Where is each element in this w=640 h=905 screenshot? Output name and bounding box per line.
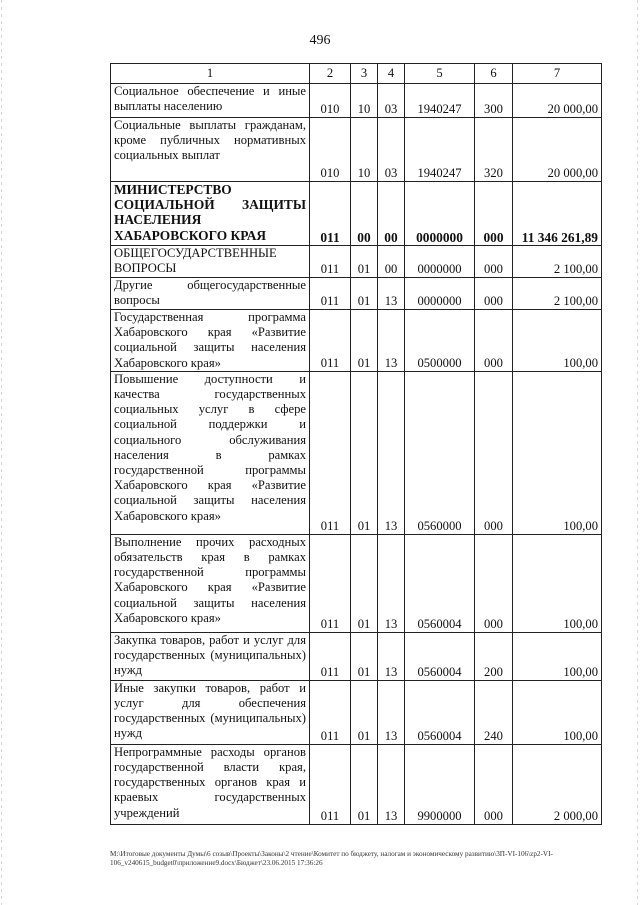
file-path-footer: M:\Итоговые документы Думы\6 созыв\Проекты\Законы\2 чтение\Комитет по бюджету, налогам и экономическому развитию\3П-VI-106\zp2-VI-106_v240615_budget0\приложение9.docx\Бюджет\23.06.2015 17:36:26 [110,850,553,867]
item-name-cell: Выполнение прочих расходных обязательств края в рамках государственной программы Хабаровского края «Развитие социальной защиты населения Хабаровского края» [111,534,310,632]
ministry-code-cell: 011 [310,632,351,680]
subsection-code-cell: 13 [378,680,405,744]
target-article-code-cell: 0000000 [405,246,475,278]
target-article-code-cell: 1940247 [405,118,475,182]
table-row [111,84,602,118]
subsection-code-cell: 13 [378,310,405,372]
column-header-6: 6 [475,64,513,84]
column-header-1: 1 [111,64,310,84]
subsection-code-cell: 13 [378,371,405,534]
amount-cell: 100,00 [513,680,602,744]
ministry-code-cell: 011 [310,680,351,744]
expense-type-code-cell: 320 [475,118,513,182]
expense-type-code-cell: 000 [475,310,513,372]
section-code-cell: 00 [351,182,378,246]
item-name-cell: Закупка товаров, работ и услуг для государственных (муниципальных) нужд [111,632,310,680]
section-code-cell: 01 [351,744,378,824]
amount-cell: 20 000,00 [513,118,602,182]
subsection-code-cell: 13 [378,632,405,680]
section-code-cell: 01 [351,371,378,534]
subsection-code-cell: 13 [378,278,405,310]
expense-type-code-cell: 000 [475,246,513,278]
scan-edge-right [637,0,638,905]
section-code-cell: 01 [351,632,378,680]
amount-cell: 100,00 [513,371,602,534]
table-row [111,371,602,534]
section-code-cell: 01 [351,680,378,744]
target-article-code-cell: 1940247 [405,84,475,118]
ministry-code-cell: 010 [310,84,351,118]
ministry-code-cell: 011 [310,371,351,534]
amount-cell: 100,00 [513,534,602,632]
item-name-cell: Непрограммные расходы органов государственной власти края, государственных органов края и краевых государственных учреждений [111,744,310,824]
table-row [111,118,602,182]
ministry-code-cell: 010 [310,118,351,182]
item-name-cell: ОБЩЕГОСУДАРСТВЕННЫЕ ВОПРОСЫ [111,246,310,278]
subsection-code-cell: 13 [378,534,405,632]
table-row [111,278,602,310]
page-number: 496 [309,33,331,48]
section-code-cell: 01 [351,310,378,372]
target-article-code-cell: 0000000 [405,278,475,310]
target-article-code-cell: 0500000 [405,310,475,372]
table-row [111,246,602,278]
amount-cell: 2 100,00 [513,278,602,310]
ministry-code-cell: 011 [310,310,351,372]
column-header-3: 3 [351,64,378,84]
ministry-code-cell: 011 [310,278,351,310]
table-row [111,534,602,632]
ministry-code-cell: 011 [310,182,351,246]
amount-cell: 2 100,00 [513,246,602,278]
column-header-4: 4 [378,64,405,84]
expense-type-code-cell: 240 [475,680,513,744]
budget-table [110,63,602,825]
amount-cell: 100,00 [513,632,602,680]
expense-type-code-cell: 200 [475,632,513,680]
target-article-code-cell: 9900000 [405,744,475,824]
amount-cell: 11 346 261,89 [513,182,602,246]
target-article-code-cell: 0560000 [405,371,475,534]
target-article-code-cell: 0560004 [405,632,475,680]
table-row [111,680,602,744]
expense-type-code-cell: 300 [475,84,513,118]
subsection-code-cell: 03 [378,118,405,182]
item-name-cell: Социальное обеспечение и иные выплаты населению [111,84,310,118]
item-name-cell: Иные закупки товаров, работ и услуг для обеспечения государственных (муниципальных) нужд [111,680,310,744]
subsection-code-cell: 03 [378,84,405,118]
item-name-cell: МИНИСТЕРСТВО СОЦИАЛЬНОЙ ЗАЩИТЫ НАСЕЛЕНИЯ ХАБАРОВСКОГО КРАЯ [111,182,310,246]
expense-type-code-cell: 000 [475,182,513,246]
item-name-cell: Другие общегосударственные вопросы [111,278,310,310]
section-code-cell: 10 [351,84,378,118]
item-name-cell: Повышение доступности и качества государственных социальных услуг в сфере социальной поддержки и социального обслуживания населения в рамках государственной программы Хабаровского края «Развитие социальной защиты населения Хабаровского края» [111,371,310,534]
expense-type-code-cell: 000 [475,278,513,310]
amount-cell: 20 000,00 [513,84,602,118]
ministry-code-cell: 011 [310,246,351,278]
section-code-cell: 10 [351,118,378,182]
section-code-cell: 01 [351,278,378,310]
column-header-5: 5 [405,64,475,84]
section-code-cell: 01 [351,534,378,632]
table-row [111,182,602,246]
expense-type-code-cell: 000 [475,371,513,534]
target-article-code-cell: 0560004 [405,534,475,632]
scan-edge-left [1,0,2,905]
subsection-code-cell: 00 [378,182,405,246]
target-article-code-cell: 0560004 [405,680,475,744]
item-name-cell: Государственная программа Хабаровского края «Развитие социальной защиты населения Хабаровского края» [111,310,310,372]
column-header-7: 7 [513,64,602,84]
ministry-code-cell: 011 [310,744,351,824]
ministry-code-cell: 011 [310,534,351,632]
table-row [111,310,602,372]
section-code-cell: 01 [351,246,378,278]
table-header-row [111,64,602,84]
table-row [111,744,602,824]
target-article-code-cell: 0000000 [405,182,475,246]
subsection-code-cell: 13 [378,744,405,824]
expense-type-code-cell: 000 [475,744,513,824]
item-name-cell: Социальные выплаты гражданам, кроме публичных нормативных социальных выплат [111,118,310,182]
amount-cell: 2 000,00 [513,744,602,824]
amount-cell: 100,00 [513,310,602,372]
table-row [111,632,602,680]
column-header-2: 2 [310,64,351,84]
expense-type-code-cell: 000 [475,534,513,632]
subsection-code-cell: 00 [378,246,405,278]
